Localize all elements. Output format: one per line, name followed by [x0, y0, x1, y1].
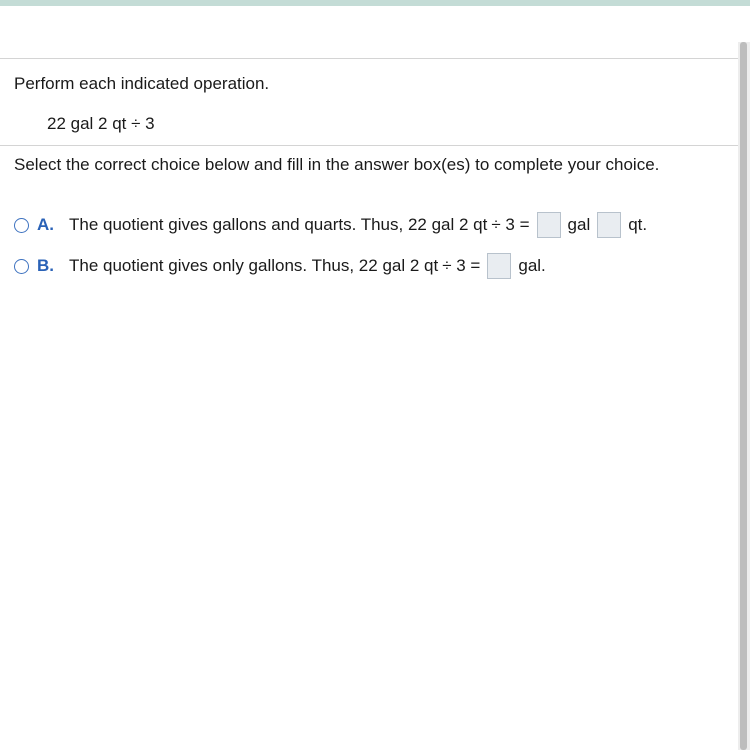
- choice-b-unit-gal: gal.: [518, 256, 546, 275]
- radio-b[interactable]: [14, 259, 29, 274]
- choice-a-unit-qt: qt.: [628, 215, 648, 234]
- choice-b[interactable]: [14, 253, 550, 279]
- answer-box-gallons-b[interactable]: [487, 253, 511, 279]
- choice-a-unit-gal: gal: [567, 215, 591, 234]
- choice-b-letter: B.: [37, 256, 54, 275]
- choice-a-operator: ÷ 3 =: [491, 215, 530, 234]
- choice-b-operator: ÷ 3 =: [442, 256, 481, 275]
- radio-a[interactable]: [14, 218, 29, 233]
- top-band: [0, 0, 750, 6]
- expression-text: 22 gal 2 qt ÷ 3: [47, 114, 155, 133]
- answer-box-gallons-a[interactable]: [537, 212, 561, 238]
- choice-a-letter: A.: [37, 215, 54, 234]
- choice-a-text: The quotient gives gallons and quarts. Thus, 22 gal 2 qt: [69, 215, 488, 234]
- divider-top: [0, 58, 750, 59]
- choice-a[interactable]: [14, 212, 651, 238]
- instruction-text: Perform each indicated operation.: [14, 74, 270, 93]
- divider-middle: [0, 145, 750, 146]
- prompt-text: Select the correct choice below and fill in the answer box(es) to complete your choice.: [14, 155, 660, 174]
- scrollbar[interactable]: [738, 42, 750, 750]
- answer-box-quarts-a[interactable]: [597, 212, 621, 238]
- scrollbar-thumb[interactable]: [740, 42, 747, 750]
- choice-b-text: The quotient gives only gallons. Thus, 22 gal 2 qt: [69, 256, 439, 275]
